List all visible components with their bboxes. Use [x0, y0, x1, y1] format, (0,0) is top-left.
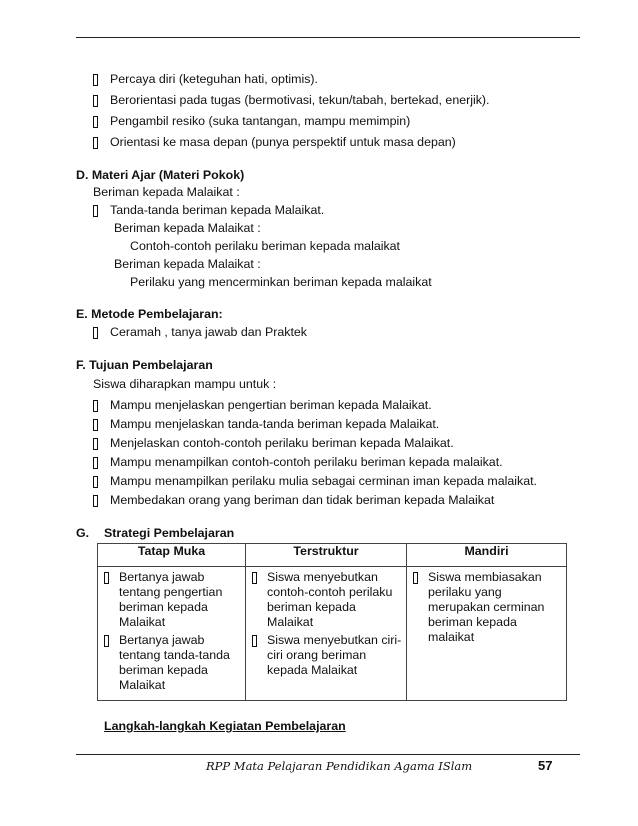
section-g-heading: Strategi Pembelajaran	[104, 526, 235, 540]
section-d-sub2-detail: Perilaku yang mencerminkan beriman kepada malaikat	[130, 275, 432, 289]
bullet-icon	[93, 327, 98, 339]
bullet-icon	[93, 457, 98, 469]
bullet-icon	[104, 635, 109, 647]
section-g-letter: G.	[76, 526, 90, 540]
footer-rule	[76, 754, 580, 755]
terstruktur-cell	[246, 567, 407, 701]
bullet-icon	[252, 635, 257, 647]
footer-text: RPP Mata Pelajaran Pendidikan Agama ISlam	[206, 759, 473, 773]
list-item: Ceramah , tanya jawab dan Praktek	[110, 325, 307, 339]
list-item	[250, 633, 402, 678]
cell-text: Siswa menyebutkan contoh-contoh perilaku beriman kepada Malaikat	[267, 570, 393, 629]
cell-text: Siswa membiasakan perilaku yang merupakan cerminan beriman kepada malaikat	[428, 570, 545, 644]
bullet-icon	[93, 495, 98, 507]
section-f-heading: F. Tujuan Pembelajaran	[76, 358, 213, 372]
table-header-row	[98, 544, 567, 567]
list-item: Mampu menampilkan contoh-contoh perilaku beriman kepada malaikat.	[110, 455, 503, 469]
bullet-icon	[93, 438, 98, 450]
column-header: Tatap Muka	[98, 544, 246, 567]
list-item: Percaya diri (keteguhan hati, optimis).	[110, 72, 318, 86]
langkah-heading: Langkah-langkah Kegiatan Pembelajaran	[104, 719, 346, 733]
bullet-icon	[93, 205, 98, 217]
bullet-icon	[93, 74, 98, 86]
list-item: Tanda-tanda beriman kepada Malaikat.	[110, 203, 325, 217]
list-item: Membedakan orang yang beriman dan tidak beriman kepada Malaikat	[110, 493, 495, 507]
list-item: Orientasi ke masa depan (punya perspektif untuk masa depan)	[110, 135, 456, 149]
cell-text: Bertanya jawab tentang pengertian beriman kepada Malaikat	[119, 570, 223, 629]
list-item	[411, 570, 562, 645]
list-item: Berorientasi pada tugas (bermotivasi, tekun/tabah, bertekad, enerjik).	[110, 93, 490, 107]
section-d-sub1: Beriman kepada Malaikat :	[114, 221, 261, 235]
section-d-heading: D. Materi Ajar (Materi Pokok)	[76, 168, 245, 182]
cell-text: Bertanya jawab tentang tanda-tanda beriman kepada Malaikat	[119, 633, 230, 692]
column-header: Mandiri	[407, 544, 567, 567]
bullet-icon	[252, 572, 257, 584]
bullet-icon	[93, 137, 98, 149]
strategy-table	[97, 543, 567, 701]
list-item	[102, 633, 241, 693]
section-d-intro: Beriman kepada Malaikat :	[93, 185, 240, 199]
section-d-sub2: Beriman kepada Malaikat :	[114, 257, 261, 271]
list-item: Menjelaskan contoh-contoh perilaku beriman kepada Malaikat.	[110, 436, 454, 450]
page-number: 57	[538, 758, 553, 773]
mandiri-cell	[407, 567, 567, 701]
bullet-icon	[93, 116, 98, 128]
bullet-icon	[104, 572, 109, 584]
section-f-intro: Siswa diharapkan mampu untuk :	[93, 377, 277, 391]
cell-text: Siswa menyebutkan ciri-ciri orang beriman kepada Malaikat	[267, 633, 402, 677]
section-d-sub1-detail: Contoh-contoh perilaku beriman kepada malaikat	[130, 239, 400, 253]
bullet-icon	[93, 95, 98, 107]
list-item: Mampu menampilkan perilaku mulia sebagai cerminan iman kepada malaikat.	[110, 474, 537, 488]
column-header: Terstruktur	[246, 544, 407, 567]
list-item: Mampu menjelaskan pengertian beriman kepada Malaikat.	[110, 398, 432, 412]
list-item: Mampu menjelaskan tanda-tanda beriman kepada Malaikat.	[110, 417, 440, 431]
bullet-icon	[93, 400, 98, 412]
section-e-heading: E. Metode Pembelajaran:	[76, 307, 223, 321]
header-rule	[76, 37, 580, 38]
list-item	[102, 570, 241, 630]
tatap-muka-cell	[98, 567, 246, 701]
table-row	[98, 567, 567, 701]
bullet-icon	[93, 476, 98, 488]
bullet-icon	[93, 419, 98, 431]
bullet-icon	[413, 572, 418, 584]
list-item: Pengambil resiko (suka tantangan, mampu memimpin)	[110, 114, 411, 128]
list-item	[250, 570, 402, 630]
